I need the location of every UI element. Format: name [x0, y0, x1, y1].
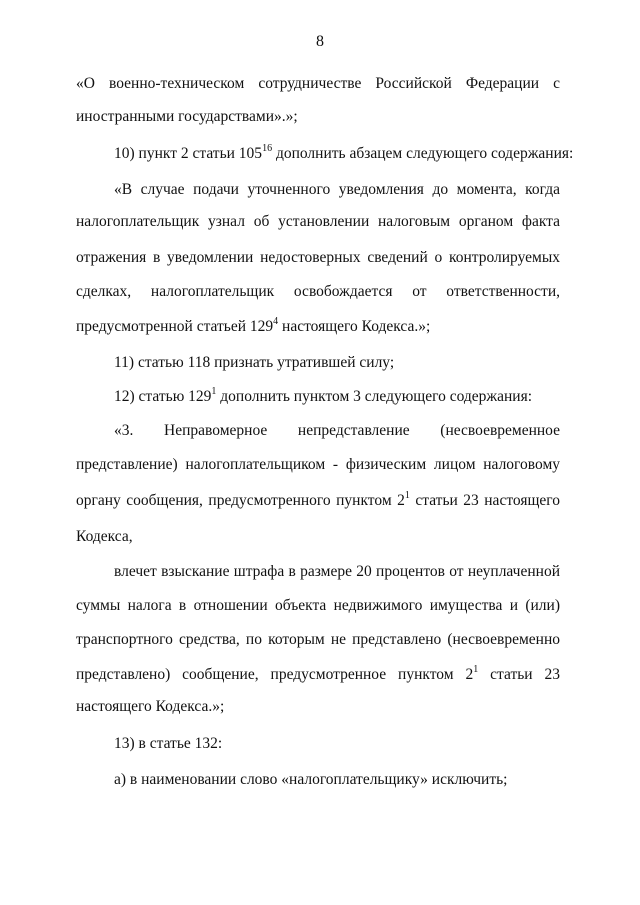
text-line-3: 10) пункт 2 статьи $105^{16}$ дополнить абзацем следующего содержания:	[114, 142, 574, 162]
text-line-10: 12) статью $129^1$ дополнить пунктом 3 следующего содержания:	[114, 385, 533, 405]
text-line-11: «3. Неправомерное непредставление (несвоевременное	[114, 422, 560, 439]
text-line-18: представлено) сообщение, предусмотренное пунктом $2^1$ статьи 23	[76, 663, 560, 683]
text-line-12: представление) налогоплательщиком - физическим лицом налоговому	[76, 456, 560, 473]
text-line-13: органу сообщения, предусмотренного пунктом $2^1$ статьи 23 настоящего	[76, 489, 561, 509]
text-line-17: транспортного средства, по которым не представлено (несвоевременно	[76, 631, 560, 648]
page-number: 8	[316, 33, 324, 50]
text-line-8: предусмотренной статьей $129^4$ настоящего Кодекса.»;	[76, 315, 431, 335]
text-line-20: 13) в статье 132:	[114, 735, 223, 752]
superscript: 16	[262, 142, 273, 154]
superscript: 1	[404, 489, 410, 501]
superscript: 4	[273, 315, 279, 327]
text-line-19: настоящего Кодекса.»;	[76, 698, 225, 715]
text-line-2: иностранными государствами».»;	[76, 108, 298, 125]
text-line-1: «О военно-техническом сотрудничестве Российской Федерации с	[76, 75, 560, 92]
text-line-16: суммы налога в отношении объекта недвижимого имущества и (или)	[76, 597, 560, 614]
text-line-9: 11) статью 118 признать утратившей силу;	[114, 354, 395, 371]
text-line-14: Кодекса,	[76, 528, 133, 545]
superscript: 1	[473, 663, 479, 675]
text-line-15: влечет взыскание штрафа в размере 20 процентов от неуплаченной	[114, 563, 560, 580]
text-line-6: отражения в уведомлении недостоверных сведений о контролируемых	[76, 249, 560, 266]
text-line-7: сделках, налогоплательщик освобождается от ответственности,	[76, 283, 560, 300]
text-line-5: налогоплательщик узнал об установлении налоговым органом факта	[76, 213, 560, 230]
text-line-21: а) в наименовании слово «налогоплательщику» исключить;	[114, 771, 508, 788]
superscript: 1	[211, 385, 217, 397]
text-line-4: «В случае подачи уточненного уведомления до момента, когда	[114, 181, 560, 198]
